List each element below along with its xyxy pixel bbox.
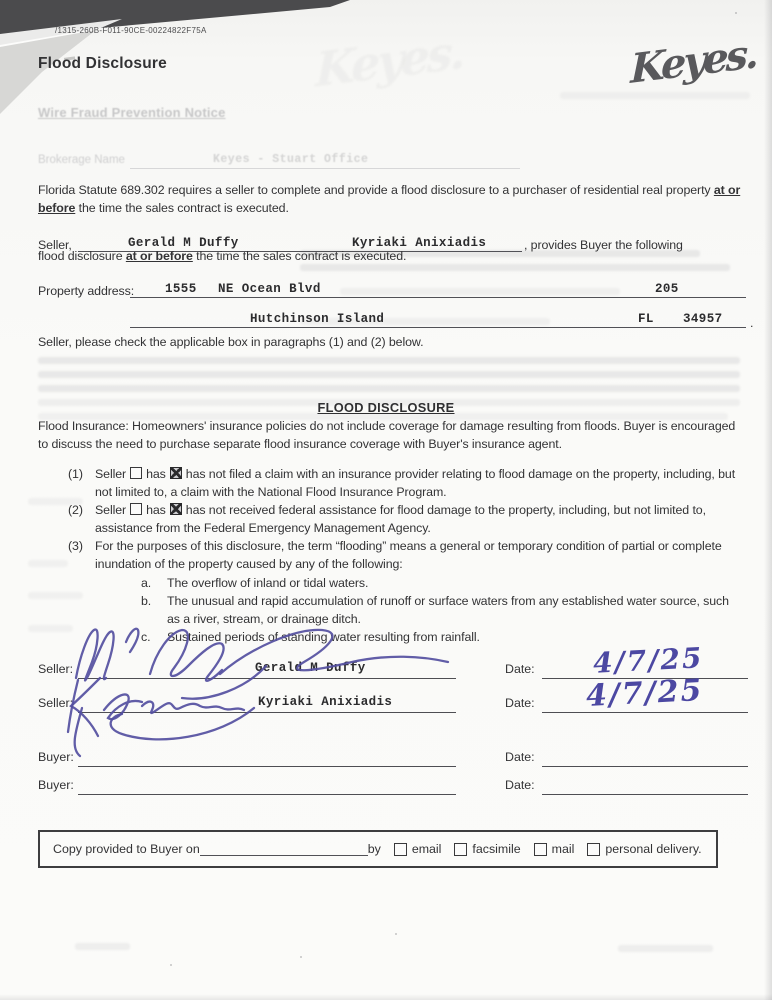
- bleed-brokerage-value: Keyes - Stuart Office: [213, 153, 369, 166]
- item2-hasnot-label: has not: [185, 503, 226, 518]
- seller-intro-line2: [38, 248, 744, 266]
- line2-text: flood disclosure: [38, 249, 126, 263]
- item2-rest: received federal assistance for flood damage to the property, including, but not limited to, assistance from the Federal Emergency Management Agency.: [95, 503, 706, 535]
- buyer1-date-label: Date:: [505, 750, 535, 764]
- sub-a-text: The overflow of inland or tidal waters.: [167, 575, 369, 590]
- seller2-typed-name: Kyriaki Anixiadis: [352, 236, 487, 250]
- line2-text-end: the time the sales contract is executed.: [192, 249, 407, 263]
- item2-number: (2): [68, 503, 83, 518]
- check-box-instruction: Seller, please check the applicable box in paragraphs (1) and (2) below.: [38, 335, 424, 349]
- sub-a-letter: a.: [141, 575, 152, 590]
- dust-speck: [170, 964, 172, 966]
- buyer1-signature-line[interactable]: [78, 766, 456, 767]
- flood-insurance-paragraph: Flood Insurance: Homeowners' insurance policies do not include coverage for damage resulting from floods. Buyer is encouraged to discuss the need to purchase separate flood insurance coverage with Buyer's insurance agent.: [38, 419, 736, 451]
- checkbox-personal-delivery[interactable]: [587, 843, 600, 856]
- seller1-handwritten-date: 4/7/25: [592, 641, 705, 680]
- bleed-wire-fraud-heading: Wire Fraud Prevention Notice: [38, 105, 226, 120]
- item1-pre: Seller: [95, 467, 127, 481]
- scan-edge-shadow-bottom: [0, 994, 772, 1000]
- property-address-line2[interactable]: [130, 311, 746, 328]
- bleed-through-artifact: [38, 385, 740, 392]
- item3-number: (3): [68, 539, 83, 554]
- unit-value: 205: [655, 282, 679, 296]
- property-address-line1[interactable]: [130, 281, 746, 298]
- keyes-logo: Keyes.: [629, 30, 756, 93]
- seller-intro-label: Seller,: [38, 238, 72, 252]
- document-id: /1315-260B-F011-90CE-00224822F75A: [55, 26, 207, 35]
- item1-rest: filed a claim with an insurance provider relating to flood damage on the property, including, but not limited to, a claim with the National Flood Insurance Program.: [95, 467, 736, 499]
- sub-b-letter: b.: [141, 594, 152, 609]
- copy-provided-box: [38, 830, 718, 868]
- checkbox-facsimile[interactable]: [454, 843, 467, 856]
- bleed-brokerage-label: Brokerage Name: [38, 154, 125, 166]
- buyer2-signature-line[interactable]: [78, 794, 456, 795]
- state-value: FL: [638, 312, 654, 326]
- item1-hasnot-label: has not: [185, 467, 226, 481]
- buyer1-date-line[interactable]: [542, 766, 748, 767]
- flood-disclosure-heading: FLOOD DISCLOSURE: [317, 400, 455, 415]
- date2-label: Date:: [505, 696, 535, 710]
- copy-provided-date-blank[interactable]: [200, 842, 368, 856]
- statute-paragraph: [38, 182, 744, 217]
- seller2-label: Seller:: [38, 696, 74, 710]
- personal-delivery-label: personal delivery.: [605, 842, 702, 856]
- zip-value: 34957: [683, 312, 723, 326]
- line-end-period: .: [750, 316, 754, 330]
- buyer1-label: Buyer:: [38, 750, 74, 764]
- statute-text-end: the time the sales contract is executed.: [75, 200, 289, 215]
- buyer2-label: Buyer:: [38, 778, 74, 792]
- keyes-watermark: Keyes.: [315, 24, 464, 98]
- seller2-printed-name: Kyriaki Anixiadis: [258, 695, 393, 709]
- bleed-through-artifact: [38, 357, 740, 364]
- line2-emphasis: at or before: [125, 249, 193, 263]
- dust-speck: [300, 956, 302, 958]
- date2-line[interactable]: [542, 712, 748, 713]
- statute-text: Florida Statute 689.302 requires a seller to complete and provide a flood disclosure to a purchaser of residential real property: [38, 183, 714, 197]
- scan-edge-shadow-right: [764, 0, 772, 1000]
- seller2-handwritten-date: 4/7/25: [585, 672, 705, 715]
- item3-body: For the purposes of this disclosure, the term “flooding” means a general or temporary condition of partial or complete inundation of the property caused by any of the following:: [95, 539, 722, 571]
- checkbox-has-not-1[interactable]: [170, 467, 182, 479]
- seller1-label: Seller:: [38, 662, 74, 676]
- mail-label: mail: [551, 842, 575, 856]
- checkbox-mail[interactable]: [534, 843, 547, 856]
- statute-emphasis: at or before: [38, 183, 741, 215]
- street-number-value: 1555: [165, 282, 197, 296]
- email-label: email: [411, 842, 442, 856]
- bleed-through-artifact: [38, 371, 740, 378]
- checkbox-has-2[interactable]: [130, 503, 142, 515]
- dust-speck: [735, 12, 737, 14]
- item1-has-label: has: [146, 467, 166, 481]
- list-item-3: [68, 538, 744, 573]
- item1-body: [95, 466, 744, 501]
- bleed-brokerage-line: [130, 152, 520, 169]
- seller1-printed-name: Gerald M Duffy: [255, 661, 366, 675]
- item2-pre: Seller: [95, 503, 127, 518]
- checkbox-has-1[interactable]: [130, 467, 142, 479]
- date1-label: Date:: [505, 662, 535, 676]
- dust-speck: [395, 933, 397, 935]
- item2-has-label: has: [146, 503, 166, 518]
- street-name-value: NE Ocean Blvd: [218, 282, 321, 296]
- item2-body: [95, 502, 744, 537]
- seller2-signature-ink: [58, 668, 378, 760]
- sub-c-letter: c.: [141, 630, 151, 645]
- delivery-option-facsimile: [454, 842, 520, 856]
- item1-number: (1): [68, 467, 83, 481]
- buyer2-date-line[interactable]: [542, 794, 748, 795]
- sub-b-text: The unusual and rapid accumulation of runoff or surface waters from any established water source, such as a river, stream, or drainage ditch.: [167, 594, 729, 626]
- checkbox-has-not-2[interactable]: [170, 503, 182, 515]
- sub-c-text: Sustained periods of standing water resulting from rainfall.: [167, 630, 480, 645]
- buyer2-date-label: Date:: [505, 778, 535, 792]
- list-item-2: [68, 502, 744, 537]
- copy-provided-text: Copy provided to Buyer on: [53, 842, 200, 856]
- bleed-through-artifact: [618, 945, 713, 952]
- list-item-1: [68, 466, 744, 501]
- bleed-through-artifact: [28, 625, 73, 632]
- seller-intro-after: , provides Buyer the following: [524, 238, 683, 252]
- bleed-through-artifact: [560, 92, 750, 99]
- delivery-option-email: [394, 842, 442, 856]
- by-label: by: [367, 842, 381, 856]
- seller1-typed-name: Gerald M Duffy: [128, 236, 239, 250]
- property-address-label: Property address:: [38, 284, 135, 298]
- delivery-option-personal: [587, 842, 701, 856]
- facsimile-label: facsimile: [472, 842, 521, 856]
- city-value: Hutchinson Island: [250, 312, 385, 326]
- bleed-through-artifact: [28, 560, 68, 567]
- page-title: Flood Disclosure: [38, 55, 167, 72]
- bleed-through-artifact: [75, 943, 130, 950]
- sub-item-a: [141, 575, 744, 593]
- delivery-option-mail: [534, 842, 575, 856]
- checkbox-email[interactable]: [394, 843, 407, 856]
